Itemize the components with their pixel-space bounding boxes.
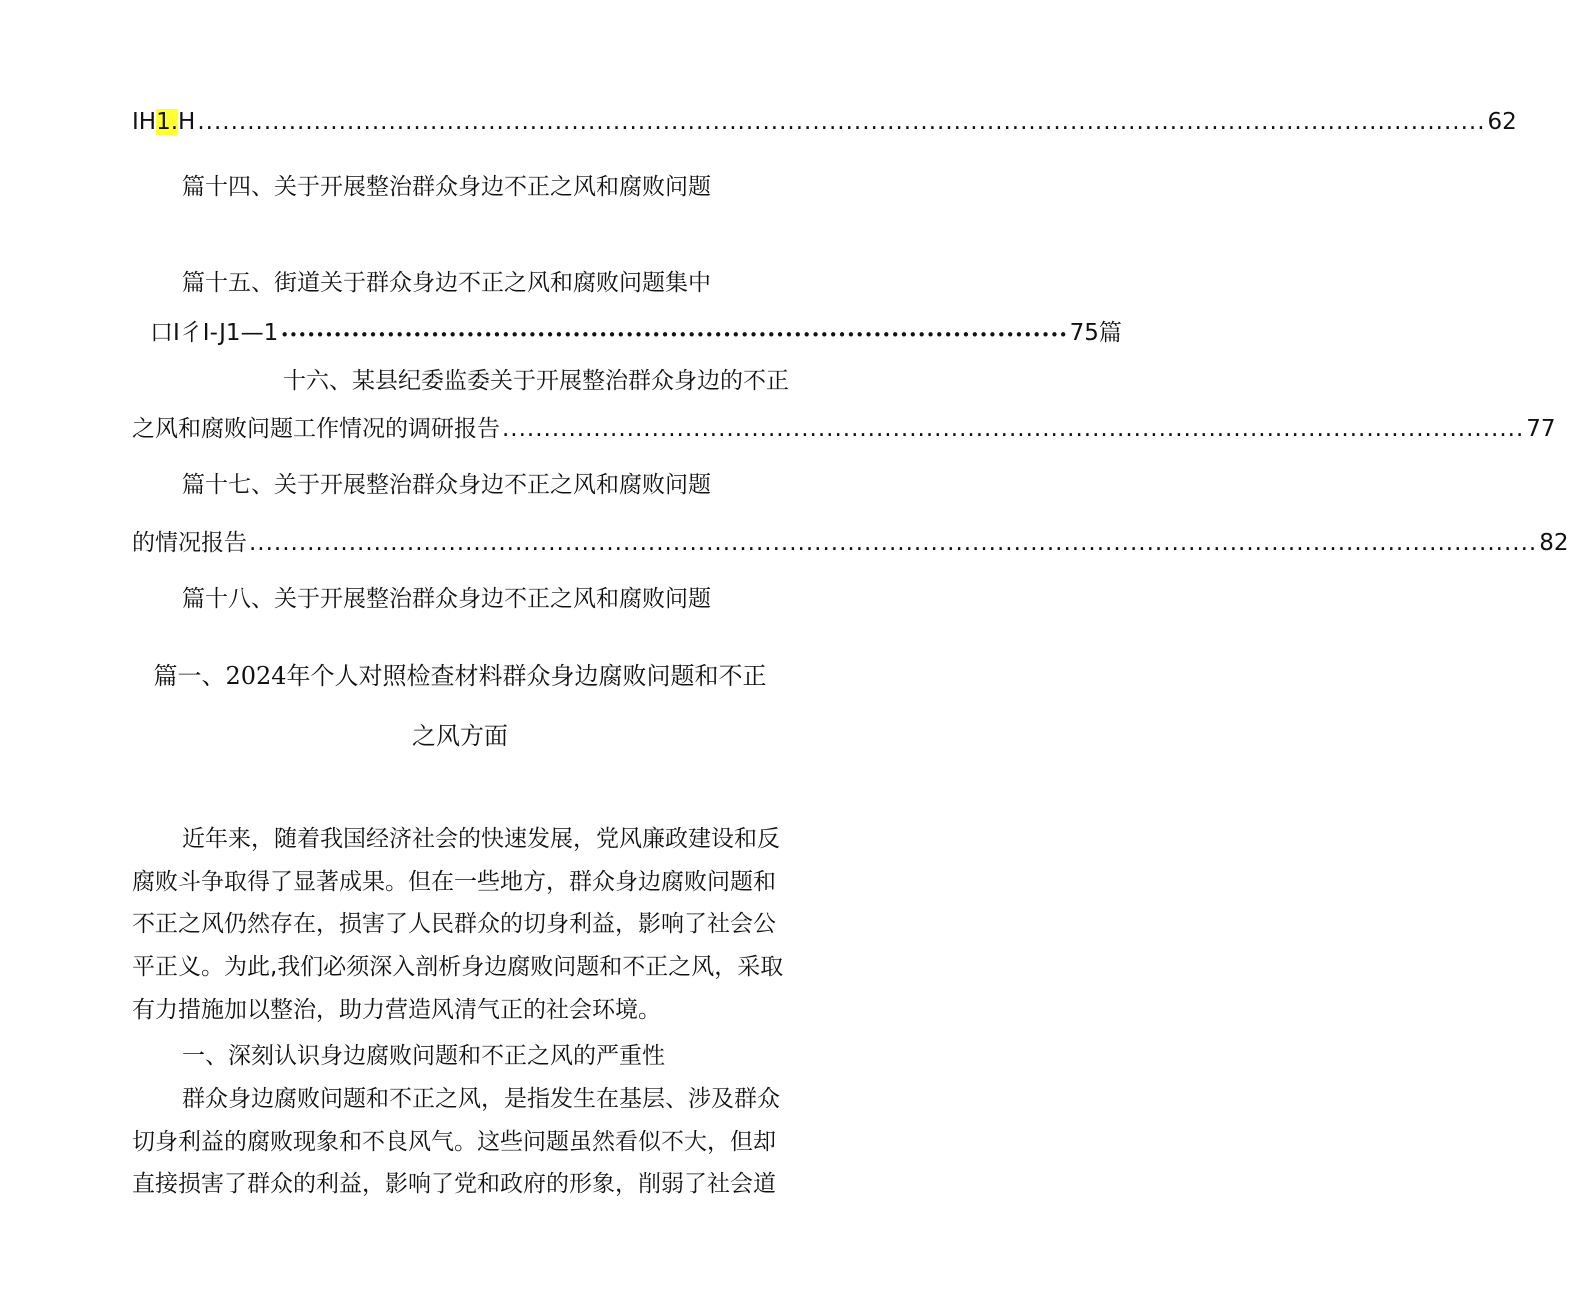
toc-page-number: 77 [1526,416,1556,442]
toc-label-prefix: IH [132,109,157,135]
toc-entry-15-line1[interactable]: 篇十五、街道关于群众身边不正之风和腐败问题集中 [182,270,711,296]
body-line-6: 群众身边腐败问题和不正之风，是指发生在基层、涉及群众 [182,1086,780,1112]
toc-entry-label: 之风和腐败问题工作情况的调研报告 [132,416,500,442]
toc-entry-18[interactable]: 篇十八、关于开展整治群众身边不正之风和腐败问题 [182,586,711,612]
toc-entry-16-line1[interactable]: 十六、某县纪委监委关于开展整治群众身边的不正 [283,368,789,394]
body-line-5: 有力措施加以整治，助力营造风清气正的社会环境。 [132,997,661,1023]
toc-entry-17-line1[interactable]: 篇十七、关于开展整治群众身边不正之风和腐败问题 [182,472,711,498]
toc-entry-17-line2[interactable] [132,528,1569,558]
toc-entry-label: 的情况报告 [132,530,247,556]
body-line-2: 腐败斗争取得了显著成果。但在一些地方，群众身边腐败问题和 [132,869,776,895]
body-line-4: 平正义。为此,我们必须深入剖析身边腐败问题和不正之风，采取 [132,954,784,980]
body-line-1: 近年来，随着我国经济社会的快速发展，党风廉政建设和反 [182,826,780,852]
bullet-leader: ••••••••••••••••••••••••••••••••••••••••••••••••••••••••••••••••••••••••••••••••••••••••• [280,326,1068,344]
body-line-8: 直接损害了群众的利益，影响了党和政府的形象，削弱了社会道 [132,1171,776,1197]
toc-page-number: 82 [1539,530,1569,556]
toc-entry-15-line2[interactable] [150,318,1122,350]
body-line-3: 不正之风仍然存在，损害了人民群众的切身利益，影响了社会公 [132,911,776,937]
toc-label-suffix: H [178,109,196,135]
toc-page-number: 75篇 [1069,320,1122,346]
toc-entry-16-line2[interactable] [132,414,1556,444]
highlighted-text: 1. [156,109,179,135]
toc-entry-label [132,107,195,137]
toc-entry-label: 口I彳I-J1—1 [150,320,279,346]
dot-leader: ........................................................................................................................................................... [249,530,1538,556]
toc-entry-row[interactable] [132,107,1517,137]
section-heading-1: 一、深刻认识身边腐败问题和不正之风的严重性 [182,1043,665,1069]
toc-page-number: 62 [1487,109,1517,135]
body-line-7: 切身利益的腐败现象和不良风气。这些问题虽然看似不大，但却 [132,1129,776,1155]
dot-leader: ........................................................................................................................................................... [197,109,1486,135]
dot-leader: ........................................................................................................................... [502,416,1525,442]
toc-entry-14[interactable]: 篇十四、关于开展整治群众身边不正之风和腐败问题 [182,174,711,200]
article-title-line2: 之风方面 [412,722,508,750]
article-title-line1: 篇一、2024年个人对照检查材料群众身边腐败问题和不正 [153,662,767,690]
